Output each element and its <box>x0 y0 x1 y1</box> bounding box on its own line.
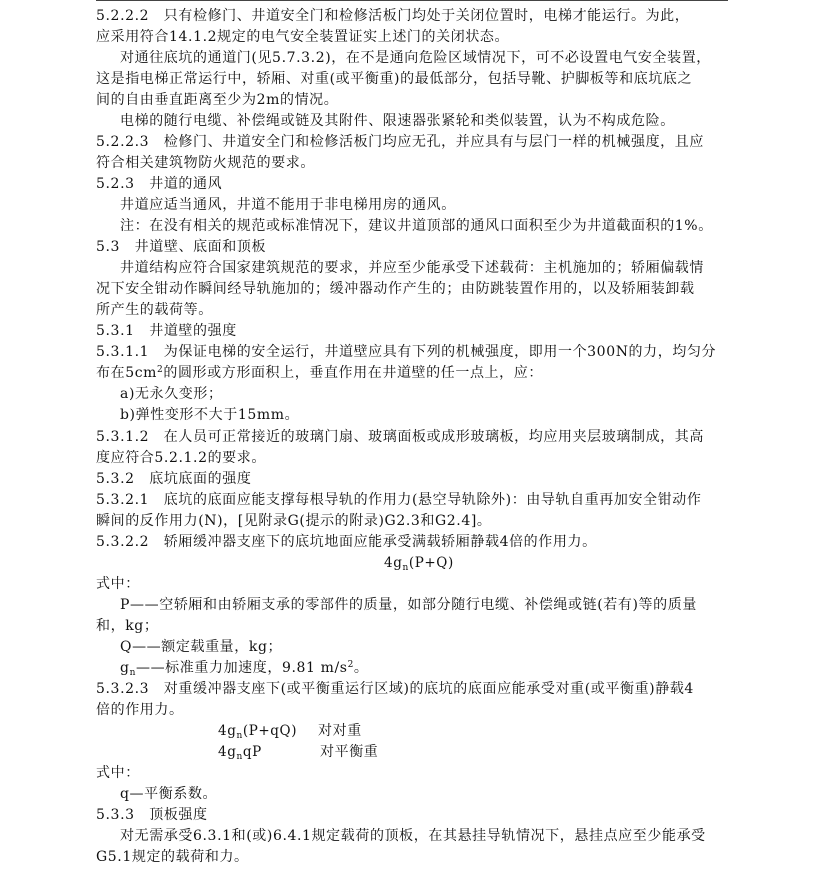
clause-5-2-2-2-line-2: 应采用符合14.1.2规定的电气安全装置证实上述门的关闭状态。 <box>96 29 510 46</box>
formula-balance-weight-label: 对平衡重 <box>320 743 379 760</box>
definition-P-line-1: P——空轿厢和由轿厢支承的零部件的质量，如部分随行电缆、补偿绳或链(若有)等的质量 <box>120 596 697 613</box>
clause-5-2-2-2-line-1: 5.2.2.2 只有检修门、井道安全门和检修活板门均处于关闭位置时，电梯才能运行。为此， <box>96 8 690 24</box>
formula-2-body: (P+qQ) <box>242 722 298 739</box>
formula-counterweight-label: 对对重 <box>318 722 362 739</box>
access-door-paragraph-line-1: 对通往底坑的通道门(见5.7.3.2)，在不是通向危险区域情况下，可不必设置电气安全装置， <box>120 50 711 67</box>
definition-q-visible: q—平衡系数。 <box>120 785 218 802</box>
where-label-1: 式中： <box>96 575 140 592</box>
clause-5-3-1-1-line-1: 5.3.1.1 为保证电梯的安全运行，井道壁应具有下列的机械强度，即用一个300N的力，均匀分 <box>96 344 717 361</box>
heading-5-3-2: 5.3.2 底坑底面的强度 <box>96 470 252 487</box>
cable-paragraph: 电梯的随行电缆、补偿绳或链及其附件、限速器张紧轮和类似装置，认为不构成危险。 <box>120 113 675 130</box>
structure-paragraph-line-3: 所产生的载荷等。 <box>96 302 213 319</box>
formula-3-body: qP <box>242 743 262 760</box>
formula-1-coef: 4g <box>384 554 403 571</box>
formula-3-sub: n <box>236 751 243 762</box>
ventilation-paragraph: 井道应适当通风，井道不能用于非电梯用房的通风。 <box>120 197 456 214</box>
area-exponent: 2 <box>157 365 164 376</box>
clause-5-3-2-2: 5.3.2.2 轿厢缓冲器支座下的底坑地面应能承受满载轿厢静载4倍的作用力。 <box>96 533 597 550</box>
heading-5-3-3: 5.3.3 顶板强度 <box>96 806 208 823</box>
definition-Q: Q——额定载重量，kg； <box>120 638 283 655</box>
list-item-b: b)弹性变形不大于15mm。 <box>120 407 300 424</box>
access-door-paragraph-line-2: 这是指电梯正常运行中，轿厢、对重(或平衡重)的最低部分，包括导靴、护脚板等和底坑底之 <box>96 71 693 88</box>
top-rule <box>96 0 728 1</box>
area-text: 布在5cm <box>96 365 158 382</box>
roof-paragraph-line-2: G5.1规定的载荷和力。 <box>96 849 249 865</box>
clause-5-2-2-3-line-2: 符合相关建筑物防火规范的要求。 <box>96 155 315 172</box>
list-item-a: a)无永久变形； <box>120 386 223 403</box>
structure-paragraph-line-1: 井道结构应符合国家建筑规范的要求，并应至少能承受下述载荷：主机施加的；轿厢偏载情 <box>120 260 704 277</box>
heading-5-2-3: 5.2.3 井道的通风 <box>96 176 223 193</box>
formula-counterweight <box>218 721 297 742</box>
gn-symbol: g <box>120 659 130 676</box>
gn-text: ——标准重力加速度，9.81 m/s <box>135 659 348 676</box>
formula-1-sub: n <box>402 562 409 573</box>
clause-5-3-2-3-line-2: 倍的作用力。 <box>96 701 184 718</box>
clause-5-3-1-2-line-1: 5.3.1.2 在人员可正常接近的玻璃门扇、玻璃面板或成形玻璃板，均应用夹层玻璃制成，其高 <box>96 428 704 445</box>
gn-exponent: 2 <box>347 659 354 670</box>
clause-5-3-2-3-line-1: 5.3.2.3 对重缓冲器支座下(或平衡重运行区域)的底坑的底面应能承受对重(或平衡重)静载4 <box>96 680 694 697</box>
gn-sub: n <box>129 667 136 678</box>
where-label-2: 式中： <box>96 764 140 781</box>
heading-5-3-1: 5.3.1 井道壁的强度 <box>96 323 237 340</box>
clause-5-3-1-2-line-2: 度应符合5.2.1.2的要求。 <box>96 449 266 466</box>
access-door-paragraph-line-3: 间的自由垂直距离至少为2m的情况。 <box>96 92 339 109</box>
gn-end: 。 <box>353 659 369 676</box>
ventilation-note: 注：在没有相关的规范或标准情况下，建议井道顶部的通风口面积至少为井道截面积的1%。 <box>120 218 713 235</box>
formula-2-coef: 4g <box>218 722 237 739</box>
formula-balance-weight <box>218 742 262 763</box>
definition-gn <box>120 658 369 679</box>
definition-P-line-2: 和，kg； <box>96 617 159 634</box>
formula-2-sub: n <box>236 730 243 741</box>
clause-5-2-2-3-line-1: 5.2.2.3 检修门、井道安全门和检修活板门均应无孔，并应具有与层门一样的机械强度，且应 <box>96 134 704 151</box>
structure-paragraph-line-2: 况下安全钳动作瞬间经导轨施加的；缓冲器动作产生的；由防跳装置作用的，以及轿厢装卸载 <box>96 281 695 298</box>
roof-paragraph-line-1: 对无需承受6.3.1和(或)6.4.1规定载荷的顶板，在其悬挂导轨情况下，悬挂点应至少能承受 <box>120 827 706 844</box>
formula-1-body: (P+Q) <box>408 554 454 571</box>
clause-5-3-2-1-line-2: 瞬间的反作用力(N)，[见附录G(提示的附录)G2.3和G2.4]。 <box>96 512 492 529</box>
clause-5-3-2-1-line-1: 5.3.2.1 底坑的底面应能支撑每根导轨的作用力(悬空导轨除外)：由导轨自重再加安全钳动作 <box>96 491 702 508</box>
heading-5-3: 5.3 井道壁、底面和顶板 <box>96 239 267 256</box>
clause-5-3-1-1-line-2 <box>96 363 543 384</box>
formula-3-coef: 4g <box>218 743 237 760</box>
area-text-rest: 的圆形或方形面积上，垂直作用在井道壁的任一点上，应： <box>163 365 543 382</box>
formula-car-buffer <box>384 553 454 574</box>
